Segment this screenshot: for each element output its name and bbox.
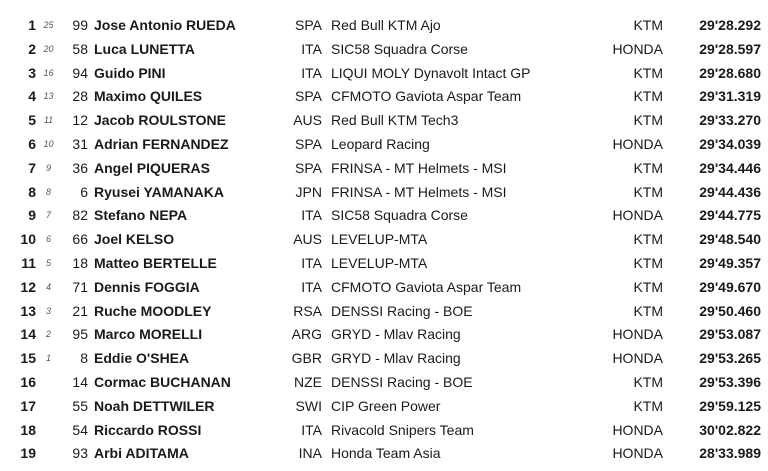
race-time: 29'44.775 [699,207,761,224]
rider-number: 95 [72,326,88,343]
race-time: 30'02.822 [699,421,761,438]
team-name: DENSSI Racing - BOE [331,373,473,390]
points: 3 [45,305,51,316]
team-name: LEVELUP-MTA [331,231,428,248]
table-row [0,347,768,371]
rider-name: Adrian FERNANDEZ [94,135,229,152]
race-time: 28'33.989 [699,445,761,462]
team-name: DENSSI Racing - BOE [331,302,473,319]
position: 16 [20,373,36,390]
race-time: 29'48.540 [699,231,761,248]
nationality: SPA [295,135,322,152]
rider-name: Eddie O'SHEA [94,350,190,367]
manufacturer: KTM [633,88,663,105]
position: 9 [28,207,36,224]
position: 1 [28,17,36,33]
rider-number: 8 [80,350,88,367]
rider-number: 66 [72,231,88,248]
manufacturer: KTM [633,278,663,295]
race-time: 29'53.265 [699,350,761,367]
table-row [0,204,768,228]
nationality: RSA [293,302,322,319]
race-time: 29'34.446 [699,159,761,176]
rider-number: 18 [72,254,88,271]
table-row [0,442,768,466]
rider-number: 31 [72,135,88,152]
rider-number: 55 [72,397,88,414]
table-row [0,62,768,86]
points: 5 [45,257,51,268]
table-row [0,157,768,181]
rider-number: 93 [72,445,88,462]
table-row [0,14,768,38]
rider-name: Matteo BERTELLE [94,254,217,271]
team-name: Leopard Racing [331,135,430,152]
manufacturer: KTM [633,112,663,129]
manufacturer: HONDA [612,40,663,57]
table-row [0,419,768,443]
position: 12 [20,278,36,295]
nationality: SPA [295,159,322,176]
rider-number: 71 [72,278,88,295]
rider-name: Cormac BUCHANAN [94,373,231,390]
position: 14 [20,326,36,343]
team-name: Honda Team Asia [331,445,441,462]
race-time: 29'59.125 [699,397,761,414]
position: 17 [20,397,36,414]
rider-name: Guido PINI [94,64,166,81]
rider-name: Ryusei YAMANAKA [94,183,224,200]
nationality: AUS [293,231,322,248]
nationality: ITA [301,40,322,57]
points: 11 [43,115,54,126]
race-time: 29'53.087 [699,326,761,343]
nationality: ITA [301,278,322,295]
position: 4 [28,88,36,105]
rider-name: Riccardo ROSSI [94,421,202,438]
position: 3 [28,64,36,81]
table-row [0,38,768,62]
rider-number: 6 [80,183,88,200]
position: 15 [20,350,36,367]
points: 6 [45,234,51,245]
manufacturer: KTM [633,373,663,390]
rider-name: Stefano NEPA [94,207,188,224]
rider-name: Luca LUNETTA [94,40,195,57]
team-name: FRINSA - MT Helmets - MSI [331,183,507,200]
manufacturer: KTM [633,183,663,200]
table-row [0,371,768,395]
rider-name: Ruche MOODLEY [94,302,212,319]
nationality: SPA [295,88,322,105]
manufacturer: HONDA [612,421,663,438]
team-name: Red Bull KTM Tech3 [331,112,459,129]
nationality: ITA [301,421,322,438]
points: 9 [45,162,51,173]
nationality: SPA [295,17,322,33]
table-row [0,323,768,347]
manufacturer: HONDA [612,445,663,462]
race-time: 29'49.357 [699,254,761,271]
team-name: SIC58 Squadra Corse [331,207,468,224]
team-name: CFMOTO Gaviota Aspar Team [331,278,522,295]
nationality: NZE [294,373,322,390]
table-row [0,228,768,252]
team-name: CIP Green Power [331,397,441,414]
nationality: GBR [291,350,322,367]
table-row [0,181,768,205]
rider-name: Jose Antonio RUEDA [94,17,236,33]
table-row [0,252,768,276]
manufacturer: KTM [633,254,663,271]
rider-number: 28 [72,88,88,105]
race-time: 29'33.270 [699,112,761,129]
race-time: 29'50.460 [699,302,761,319]
race-time: 29'34.039 [699,135,761,152]
rider-number: 58 [72,40,88,57]
team-name: SIC58 Squadra Corse [331,40,468,57]
position: 13 [20,302,36,319]
manufacturer: KTM [633,64,663,81]
table-row [0,300,768,324]
rider-name: Arbi ADITAMA [94,445,189,462]
position: 19 [20,445,36,462]
table-row [0,109,768,133]
nationality: ITA [301,64,322,81]
nationality: SWI [295,397,322,414]
rider-name: Maximo QUILES [94,88,203,105]
nationality: ITA [301,254,322,271]
manufacturer: KTM [633,159,663,176]
manufacturer: KTM [633,231,663,248]
table-row [0,85,768,109]
team-name: LIQUI MOLY Dynavolt Intact GP [331,64,531,81]
race-time: 29'28.292 [699,17,761,33]
table-row [0,395,768,419]
team-name: LEVELUP-MTA [331,254,428,271]
manufacturer: HONDA [612,207,663,224]
points: 10 [43,138,54,149]
race-time: 29'31.319 [699,88,761,105]
team-name: CFMOTO Gaviota Aspar Team [331,88,522,105]
rider-number: 21 [72,302,88,319]
points: 1 [45,353,51,364]
race-time: 29'28.597 [699,40,761,57]
rider-number: 99 [72,17,88,33]
rider-name: Marco MORELLI [94,326,203,343]
points: 7 [45,210,51,221]
nationality: ARG [291,326,322,343]
team-name: Red Bull KTM Ajo [331,17,441,33]
position: 5 [28,112,36,129]
points: 25 [43,20,54,30]
race-time: 29'53.396 [699,373,761,390]
nationality: AUS [293,112,322,129]
rider-number: 12 [72,112,88,129]
manufacturer: KTM [633,397,663,414]
table-row [0,276,768,300]
points: 2 [45,329,51,340]
team-name: GRYD - Mlav Racing [331,326,461,343]
position: 6 [28,135,36,152]
position: 7 [28,159,36,176]
manufacturer: HONDA [612,326,663,343]
race-time: 29'44.436 [699,183,761,200]
position: 8 [28,183,36,200]
nationality: JPN [295,183,322,200]
team-name: FRINSA - MT Helmets - MSI [331,159,507,176]
rider-number: 82 [72,207,88,224]
rider-number: 54 [72,421,88,438]
points: 20 [43,43,54,54]
points: 8 [45,186,51,197]
manufacturer: KTM [633,302,663,319]
rider-number: 14 [72,373,88,390]
team-name: Rivacold Snipers Team [331,421,474,438]
points: 4 [45,281,51,292]
results-table [0,14,768,466]
nationality: INA [298,445,322,462]
position: 18 [20,421,36,438]
rider-number: 94 [72,64,88,81]
table-row [0,133,768,157]
nationality: ITA [301,207,322,224]
rider-name: Noah DETTWILER [94,397,215,414]
rider-name: Jacob ROULSTONE [94,112,226,129]
rider-name: Joel KELSO [94,231,175,248]
manufacturer: HONDA [612,350,663,367]
rider-name: Dennis FOGGIA [94,278,200,295]
rider-name: Angel PIQUERAS [94,159,210,176]
manufacturer: KTM [633,17,663,33]
race-time: 29'49.670 [699,278,761,295]
points: 16 [43,67,54,78]
position: 2 [28,40,36,57]
race-time: 29'28.680 [699,64,761,81]
team-name: GRYD - Mlav Racing [331,350,461,367]
position: 11 [21,254,36,271]
rider-number: 36 [72,159,88,176]
points: 13 [43,91,54,102]
position: 10 [20,231,36,248]
manufacturer: HONDA [612,135,663,152]
